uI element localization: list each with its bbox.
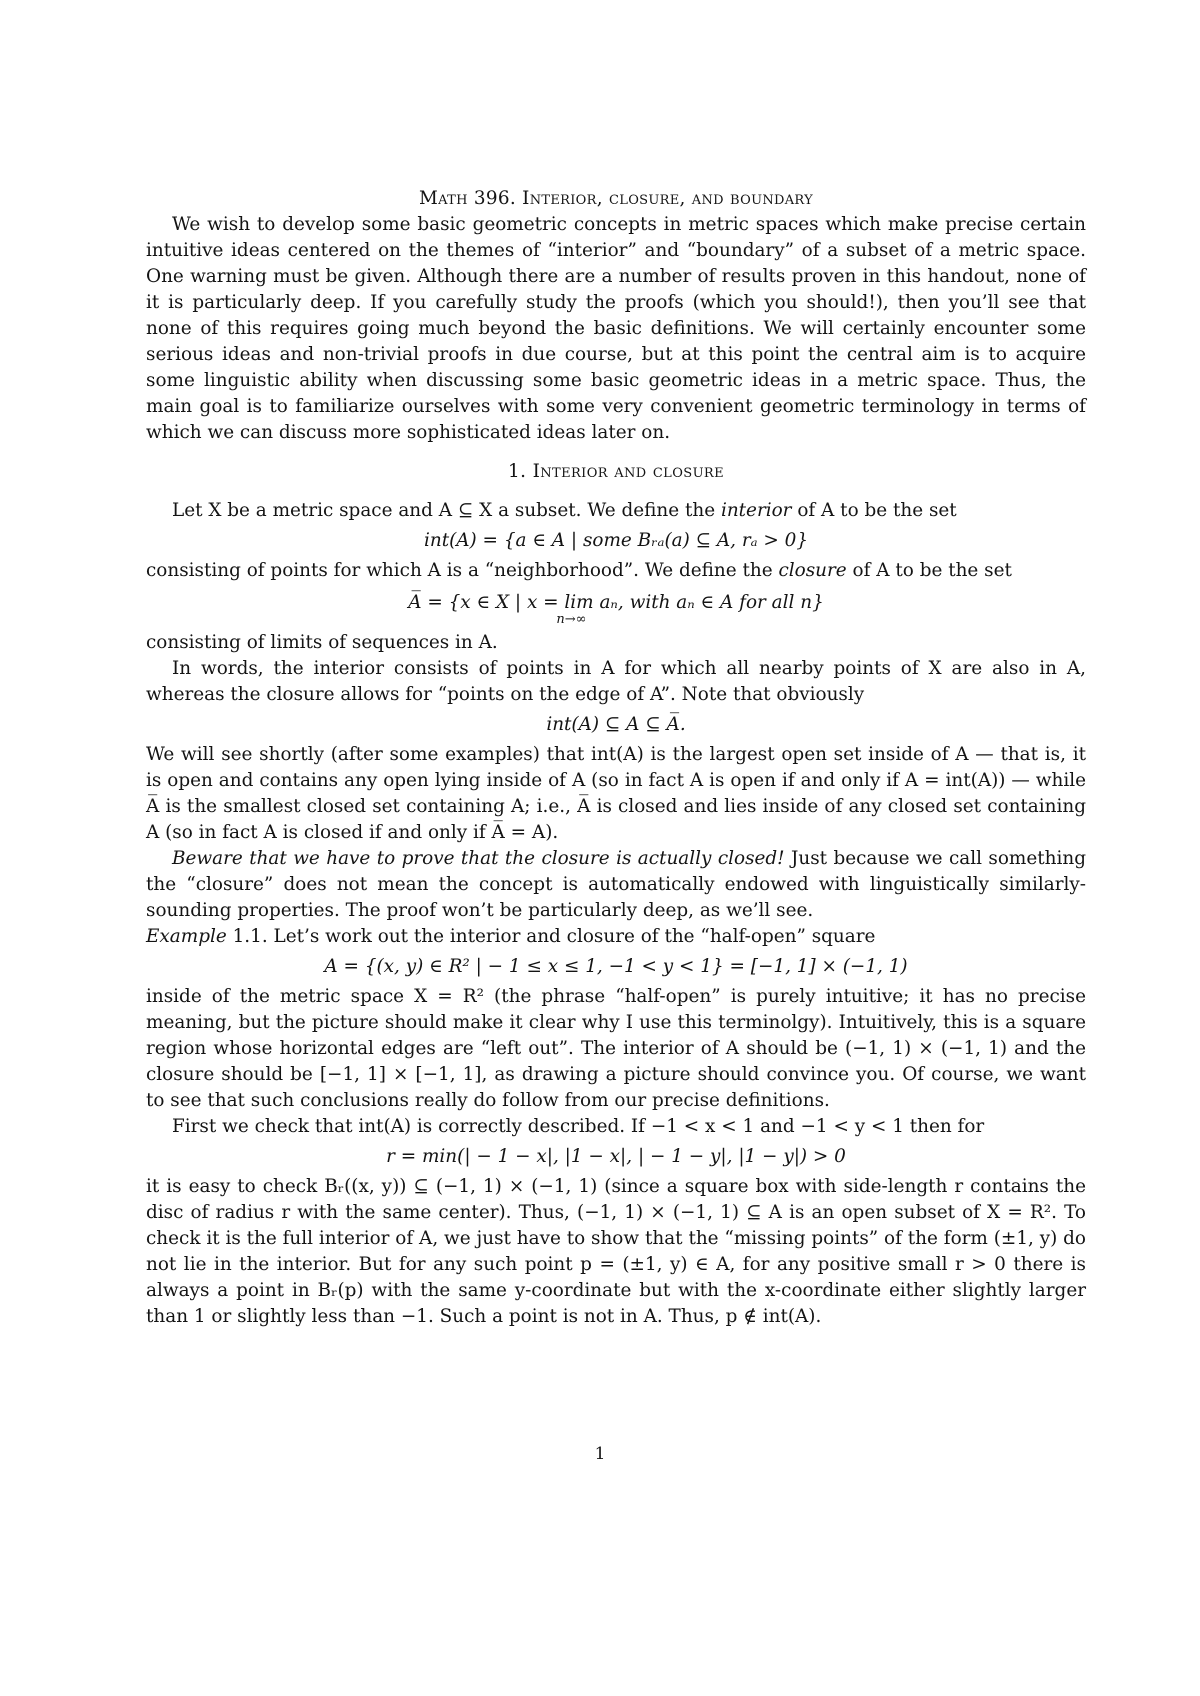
- limit-subscript: n→∞: [556, 612, 587, 627]
- interior-equation: int(A) = {a ∈ A | some Bᵣₐ(a) ⊆ A, rₐ > 0}: [423, 530, 809, 551]
- inclusion-chain-equation: int(A) ⊆ A ⊆ A̅.: [546, 714, 686, 735]
- beware-warning: Beware that we have to prove that the closure is actually closed!: [172, 848, 785, 869]
- metric-space-paragraph: inside of the metric space X = R² (the phrase “half-open” is purely intuitive; it has no precise meaning, but the picture should make it clear why I use this terminolgy). Intuitively, this is a square region whose horizontal edges are “left out”. The interior of A should be (−1, 1) × (−1, 1) and the closure should be [−1, 1] × [−1, 1], as drawing a picture should convince you. Of course, we want to see that such conclusions really do follow from our precise definitions.: [146, 986, 1086, 1111]
- interior-term: interior: [720, 500, 792, 521]
- example-label: Example: [146, 926, 227, 947]
- beware-paragraph: Beware that we have to prove that the closure is actually closed! Just because we call something the “closure” does not mean the concept is automatically endowed with linguistically similarly-sounding properties. The proof won’t be particularly deep, as we’ll see.: [146, 848, 1086, 921]
- page-number: 1: [594, 1444, 606, 1464]
- neighborhood-sentence: consisting of points for which A is a “neighborhood”. We define the closure of A to be the set: [146, 560, 1012, 581]
- radius-equation: r = min(| − 1 − x|, |1 − x|, | − 1 − y|, |1 − y|) > 0: [386, 1146, 846, 1167]
- half-open-square-equation: A = {(x, y) ∈ R² | − 1 ≤ x ≤ 1, −1 < y < 1} = [−1, 1] × (−1, 1): [324, 956, 908, 977]
- limit-operator: lim n→∞: [564, 590, 593, 616]
- easy-check-paragraph: it is easy to check Bᵣ((x, y)) ⊆ (−1, 1) × (−1, 1) (since a square box with side-length r contains the disc of radius r with the same center). Thus, (−1, 1) × (−1, 1) ⊆ A is an open subset of X = R². To check it is the full interior of A, we just have to show that the “missing points” of the form (±1, y) do not lie in the interior. But for any such point p = (±1, y) ∈ A, for any positive small r > 0 there is always a point in Bᵣ(p) with the same y-coordinate but with the x-coordinate either slightly larger than 1 or slightly less than −1. Such a point is not in A. Thus, p ∉ int(A).: [146, 1176, 1086, 1327]
- first-check-line: First we check that int(A) is correctly described. If −1 < x < 1 and −1 < y < 1 then for: [172, 1116, 985, 1137]
- intro-paragraph: We wish to develop some basic geometric concepts in metric spaces which make precise certain intuitive ideas centered on the themes of “interior” and “boundary” of a subset of a metric space. One warning must be given. Although there are a number of results proven in this handout, none of it is particularly deep. If you carefully study the proofs (which you should!), then you’ll see that none of this requires going much beyond the basic definitions. We will certainly encounter some serious ideas and non-trivial proofs in due course, but at this point the central aim is to acquire some linguistic ability when discussing some basic geometric ideas in a metric space. Thus, the main goal is to familiarize ourselves with some very convenient geometric terminology in terms of which we can discuss more sophisticated ideas later on.: [146, 214, 1086, 443]
- section-heading: 1. Interior and closure: [507, 461, 725, 482]
- limits-line: consisting of limits of sequences in A.: [146, 632, 498, 653]
- interior-definition-intro: Let X be a metric space and A ⊆ X a subset. We define the interior of A to be the set: [172, 500, 957, 521]
- document-page: [146, 186, 1086, 1330]
- closure-equation: A̅ = {x ∈ X | x = lim n→∞ aₙ, with aₙ ∈ A for all n}: [146, 584, 1086, 630]
- example-heading: Example 1.1. Let’s work out the interior and closure of the “half-open” square: [146, 926, 876, 947]
- closure-term: closure: [778, 560, 847, 581]
- words-paragraph: In words, the interior consists of points in A for which all nearby points of X are also in A, whereas the closure allows for “points on the edge of A”. Note that obviously: [146, 658, 1086, 705]
- page-title: Math 396. Interior, closure, and boundary: [419, 188, 813, 209]
- largest-open-set-paragraph: We will see shortly (after some examples) that int(A) is the largest open set inside of A — that is, it is open and contains any open lying inside of A (so in fact A is open if and only if A = int(A)) — while A̅ is the smallest closed set containing A; i.e., A̅ is closed and lies inside of any closed set containing A (so in fact A is closed if and only if A̅ = A).: [146, 744, 1086, 843]
